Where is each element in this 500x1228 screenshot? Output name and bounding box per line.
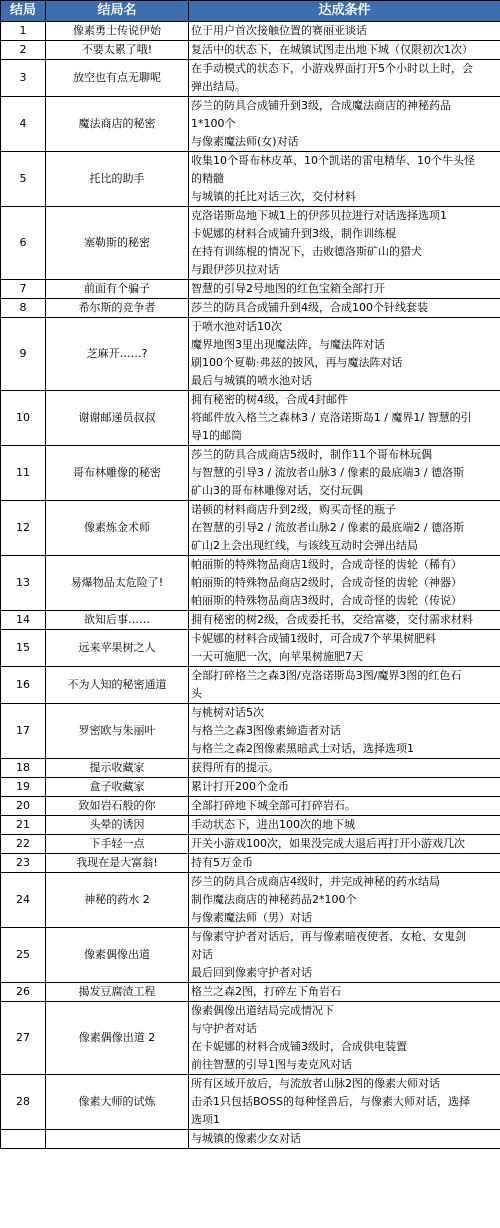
ending-condition bbox=[189, 1130, 500, 1149]
ending-name: 远来苹果树之人 bbox=[46, 630, 189, 667]
table-row bbox=[1, 835, 500, 854]
ending-number: 20 bbox=[1, 797, 46, 816]
ending-number: 1 bbox=[1, 22, 46, 41]
ending-condition bbox=[189, 835, 500, 854]
ending-name: 前面有个骗子 bbox=[46, 280, 189, 299]
condition-line: 手动状态下，进出100次的地下城 bbox=[191, 818, 355, 831]
table-row bbox=[1, 280, 500, 299]
table-row bbox=[1, 41, 500, 60]
ending-condition bbox=[189, 318, 500, 391]
table-row bbox=[1, 797, 500, 816]
condition-line: 收集10个哥布林皮革、10个凯诺的雷电精华、10个牛头怪 bbox=[191, 154, 475, 167]
table-row bbox=[1, 854, 500, 873]
ending-number: 14 bbox=[1, 611, 46, 630]
condition-line: 莎兰的防具合成铺升到4级，合成100个针线套装 bbox=[191, 301, 428, 314]
condition-line: 一天可施肥一次，向苹果树施肥7天 bbox=[191, 650, 363, 663]
condition-line: 克洛诺斯岛地下城1上的伊莎贝拉进行对话选择选项1 bbox=[191, 209, 447, 222]
ending-number bbox=[1, 1130, 46, 1149]
condition-line: 卡妮娜的材料合成铺1级时，可合成7个苹果树肥料 bbox=[191, 632, 436, 645]
table-row bbox=[1, 446, 500, 501]
ending-name: 我现在是大富翁! bbox=[46, 854, 189, 873]
condition-line: 卡妮娜的材料合成铺升到3级，制作训练棍 bbox=[191, 227, 396, 240]
table-row bbox=[1, 207, 500, 280]
ending-condition bbox=[189, 704, 500, 759]
ending-name: 像素偶像出道 2 bbox=[46, 1002, 189, 1075]
table-row bbox=[1, 60, 500, 97]
ending-number: 6 bbox=[1, 207, 46, 280]
ending-number: 26 bbox=[1, 983, 46, 1002]
condition-line: 莎兰的防具合成铺升到3级，合成魔法商店的神秘药品 bbox=[191, 99, 451, 112]
table-row bbox=[1, 299, 500, 318]
condition-line: 在智慧的引导2 / 流放者山脉2 / 像素的最底端2 / 德洛斯 bbox=[191, 521, 465, 534]
ending-condition bbox=[189, 391, 500, 446]
condition-line: 矿山2上会出现红线，与该线互动时会弹出结局 bbox=[191, 539, 418, 552]
ending-name: 易爆物品太危险了! bbox=[46, 556, 189, 611]
condition-line: 与城镇的像素少女对话 bbox=[191, 1132, 301, 1145]
table-row bbox=[1, 667, 500, 704]
ending-name: 魔法商店的秘密 bbox=[46, 97, 189, 152]
condition-line: 拥有秘密的树4级，合成4封邮件 bbox=[191, 393, 348, 406]
ending-name: 欲知后事…… bbox=[46, 611, 189, 630]
table-row bbox=[1, 152, 500, 207]
ending-number: 2 bbox=[1, 41, 46, 60]
ending-name bbox=[46, 1130, 189, 1149]
condition-line: 开关小游戏100次，如果没完成大退后再打开小游戏几次 bbox=[191, 837, 465, 850]
ending-name: 致如岩石般的你 bbox=[46, 797, 189, 816]
condition-line: 制作魔法商店的神秘药品2*100个 bbox=[191, 893, 357, 906]
condition-line: 与像素魔法师（男）对话 bbox=[191, 911, 312, 924]
header-ending-name: 结局名 bbox=[46, 1, 189, 22]
condition-line: 前往智慧的引导1图与麦克风对话 bbox=[191, 1058, 352, 1071]
condition-line: 与像素守护者对话后，再与像素暗夜使者、女枪、女鬼剑 bbox=[191, 930, 466, 943]
condition-line: 与城镇的托比对话三次，交付材料 bbox=[191, 190, 356, 203]
ending-condition bbox=[189, 797, 500, 816]
condition-line: 击杀1只包括BOSS的每种怪兽后，与像素大师对话，选择 bbox=[191, 1095, 470, 1108]
ending-name: 像素勇士传说伊始 bbox=[46, 22, 189, 41]
ending-number: 19 bbox=[1, 778, 46, 797]
condition-line: 的精髓 bbox=[191, 172, 224, 185]
ending-number: 5 bbox=[1, 152, 46, 207]
condition-line: 帕丽斯的特殊物品商店3级时，合成奇怪的齿轮（传说） bbox=[191, 594, 462, 607]
condition-line: 将邮件放入格兰之森林3 / 克洛诺斯岛1 / 魔界1/ 智慧的引 bbox=[191, 411, 472, 424]
condition-line: 莎兰的防具合成商店4级时，并完成神秘的药水结局 bbox=[191, 875, 440, 888]
ending-number: 4 bbox=[1, 97, 46, 152]
condition-line: 全部打碎地下城全部可打碎岩石。 bbox=[191, 799, 356, 812]
ending-number: 28 bbox=[1, 1075, 46, 1130]
table-row bbox=[1, 611, 500, 630]
ending-condition bbox=[189, 97, 500, 152]
condition-line: 在持有训练棍的情况下，击败德洛斯矿山的猎犬 bbox=[191, 245, 422, 258]
condition-line: 与格兰之森3图像素締造者对话 bbox=[191, 724, 341, 737]
table-row bbox=[1, 928, 500, 983]
ending-number: 9 bbox=[1, 318, 46, 391]
condition-line: 诺顿的材料商店升到2级，购买奇怪的瓶子 bbox=[191, 503, 396, 516]
condition-line: 智慧的引导2号地图的红色宝箱全部打开 bbox=[191, 282, 385, 295]
condition-line: 位于用户首次接触位置的赛丽亚谈话 bbox=[191, 24, 367, 37]
ending-name: 盒子收藏家 bbox=[46, 778, 189, 797]
condition-line: 全部打碎格兰之森3图/克洛诺斯岛3图/魔界3图的红色石 bbox=[191, 669, 462, 682]
ending-condition bbox=[189, 446, 500, 501]
condition-line: 帕丽斯的特殊物品商店2级时，合成奇怪的齿轮（神器） bbox=[191, 576, 462, 589]
condition-line: 与守护者对话 bbox=[191, 1022, 257, 1035]
table-row bbox=[1, 391, 500, 446]
condition-line: 莎兰的防具合成商店5级时，制作11个哥布林玩偶 bbox=[191, 448, 432, 461]
ending-number: 25 bbox=[1, 928, 46, 983]
condition-line: 刷100个夏勒·弗兹的披风，再与魔法阵对话 bbox=[191, 356, 403, 369]
condition-line: 于喷水池对话10次 bbox=[191, 320, 282, 333]
ending-number: 7 bbox=[1, 280, 46, 299]
ending-name: 像素偶像出道 bbox=[46, 928, 189, 983]
ending-condition bbox=[189, 41, 500, 60]
condition-line: 对话 bbox=[191, 948, 213, 961]
ending-number: 12 bbox=[1, 501, 46, 556]
condition-line: 与像素魔法师(女)对话 bbox=[191, 135, 299, 148]
condition-line: 与桃树对话5次 bbox=[191, 706, 264, 719]
ending-name: 不要太累了哦! bbox=[46, 41, 189, 60]
ending-name: 罗密欧与朱丽叶 bbox=[46, 704, 189, 759]
header-condition: 达成条件 bbox=[189, 1, 500, 22]
ending-condition bbox=[189, 22, 500, 41]
ending-name: 哥布林雕像的秘密 bbox=[46, 446, 189, 501]
table-row bbox=[1, 318, 500, 391]
ending-condition bbox=[189, 873, 500, 928]
ending-condition bbox=[189, 207, 500, 280]
condition-line: 最后回到像素守护者对话 bbox=[191, 966, 312, 979]
ending-condition bbox=[189, 280, 500, 299]
condition-line: 复活中的状态下，在城镇试图走出地下城（仅限初次1次） bbox=[191, 43, 473, 56]
ending-name: 放空也有点无聊呢 bbox=[46, 60, 189, 97]
condition-line: 帕丽斯的特殊物品商店1级时，合成奇怪的齿轮（稀有） bbox=[191, 558, 462, 571]
ending-name: 不为人知的秘密通道 bbox=[46, 667, 189, 704]
condition-line: 所有区域开放后，与流放者山脉2图的像素大师对话 bbox=[191, 1077, 440, 1090]
ending-condition bbox=[189, 152, 500, 207]
condition-line: 头 bbox=[191, 687, 202, 700]
ending-number: 8 bbox=[1, 299, 46, 318]
ending-number: 3 bbox=[1, 60, 46, 97]
ending-number: 24 bbox=[1, 873, 46, 928]
condition-line: 在手动模式的状态下，小游戏界面打开5个小时以上时，会 bbox=[191, 62, 473, 75]
table-row bbox=[1, 816, 500, 835]
header-row bbox=[1, 1, 500, 22]
ending-number: 27 bbox=[1, 1002, 46, 1075]
ending-condition bbox=[189, 1002, 500, 1075]
ending-name: 塞勒斯的秘密 bbox=[46, 207, 189, 280]
ending-condition bbox=[189, 816, 500, 835]
header-ending-number: 结局 bbox=[1, 1, 46, 22]
ending-condition bbox=[189, 778, 500, 797]
condition-line: 1*100个 bbox=[191, 117, 236, 130]
condition-line: 选项1 bbox=[191, 1113, 220, 1126]
condition-line: 持有5万金币 bbox=[191, 856, 253, 869]
table-row bbox=[1, 704, 500, 759]
ending-condition bbox=[189, 928, 500, 983]
condition-line: 拥有秘密的树2级，合成委托书，交给富婆，交付需求材料 bbox=[191, 613, 473, 626]
condition-line: 获得所有的提示。 bbox=[191, 761, 279, 774]
ending-number: 17 bbox=[1, 704, 46, 759]
ending-name: 像素大师的试炼 bbox=[46, 1075, 189, 1130]
condition-line: 导1的邮筒 bbox=[191, 429, 242, 442]
ending-name: 谢谢邮递员叔叔 bbox=[46, 391, 189, 446]
table-row bbox=[1, 22, 500, 41]
condition-line: 魔界地图3里出现魔法阵，与魔法阵对话 bbox=[191, 338, 385, 351]
ending-number: 11 bbox=[1, 446, 46, 501]
table-row bbox=[1, 556, 500, 611]
ending-number: 15 bbox=[1, 630, 46, 667]
condition-line: 弹出结局。 bbox=[191, 80, 246, 93]
ending-name: 神秘的药水 2 bbox=[46, 873, 189, 928]
ending-number: 21 bbox=[1, 816, 46, 835]
ending-condition bbox=[189, 630, 500, 667]
condition-line: 在卡妮娜的材料合成铺3级时，合成供电装置 bbox=[191, 1040, 407, 1053]
table-row bbox=[1, 1075, 500, 1130]
ending-name: 提示收藏家 bbox=[46, 759, 189, 778]
condition-line: 与跟伊莎贝拉对话 bbox=[191, 263, 279, 276]
ending-number: 10 bbox=[1, 391, 46, 446]
condition-line: 格兰之森2图，打碎左下角岩石 bbox=[191, 985, 341, 998]
table-row bbox=[1, 97, 500, 152]
ending-number: 18 bbox=[1, 759, 46, 778]
ending-name: 揭发豆腐渣工程 bbox=[46, 983, 189, 1002]
condition-line: 与格兰之森2图像素黑暗武士对话，选择选项1 bbox=[191, 742, 414, 755]
ending-condition bbox=[189, 759, 500, 778]
ending-condition bbox=[189, 556, 500, 611]
ending-condition bbox=[189, 60, 500, 97]
table-row bbox=[1, 1002, 500, 1075]
table-row bbox=[1, 983, 500, 1002]
condition-line: 与智慧的引导3 / 流放者山脉3 / 像素的最底端3 / 德洛斯 bbox=[191, 466, 465, 479]
table-row bbox=[1, 501, 500, 556]
ending-name: 芝麻开……? bbox=[46, 318, 189, 391]
ending-condition bbox=[189, 299, 500, 318]
ending-condition bbox=[189, 1075, 500, 1130]
condition-line: 矿山3的哥布林雕像对话，交付玩偶 bbox=[191, 484, 363, 497]
ending-name: 头晕的诱因 bbox=[46, 816, 189, 835]
ending-name: 希尔斯的竞争者 bbox=[46, 299, 189, 318]
table-row bbox=[1, 1130, 500, 1149]
condition-line: 累计打开200个金币 bbox=[191, 780, 289, 793]
table-row bbox=[1, 759, 500, 778]
ending-condition bbox=[189, 854, 500, 873]
ending-condition bbox=[189, 983, 500, 1002]
ending-number: 22 bbox=[1, 835, 46, 854]
table-row bbox=[1, 630, 500, 667]
condition-line: 最后与城镇的喷水池对话 bbox=[191, 374, 312, 387]
ending-name: 像素炼金术师 bbox=[46, 501, 189, 556]
ending-number: 13 bbox=[1, 556, 46, 611]
ending-name: 下手轻一点 bbox=[46, 835, 189, 854]
ending-condition bbox=[189, 611, 500, 630]
ending-condition bbox=[189, 667, 500, 704]
ending-condition bbox=[189, 501, 500, 556]
table-row bbox=[1, 873, 500, 928]
table-row bbox=[1, 778, 500, 797]
condition-line: 像素偶像出道结局完成情况下 bbox=[191, 1004, 334, 1017]
ending-number: 23 bbox=[1, 854, 46, 873]
ending-name: 托比的助手 bbox=[46, 152, 189, 207]
ending-number: 16 bbox=[1, 667, 46, 704]
